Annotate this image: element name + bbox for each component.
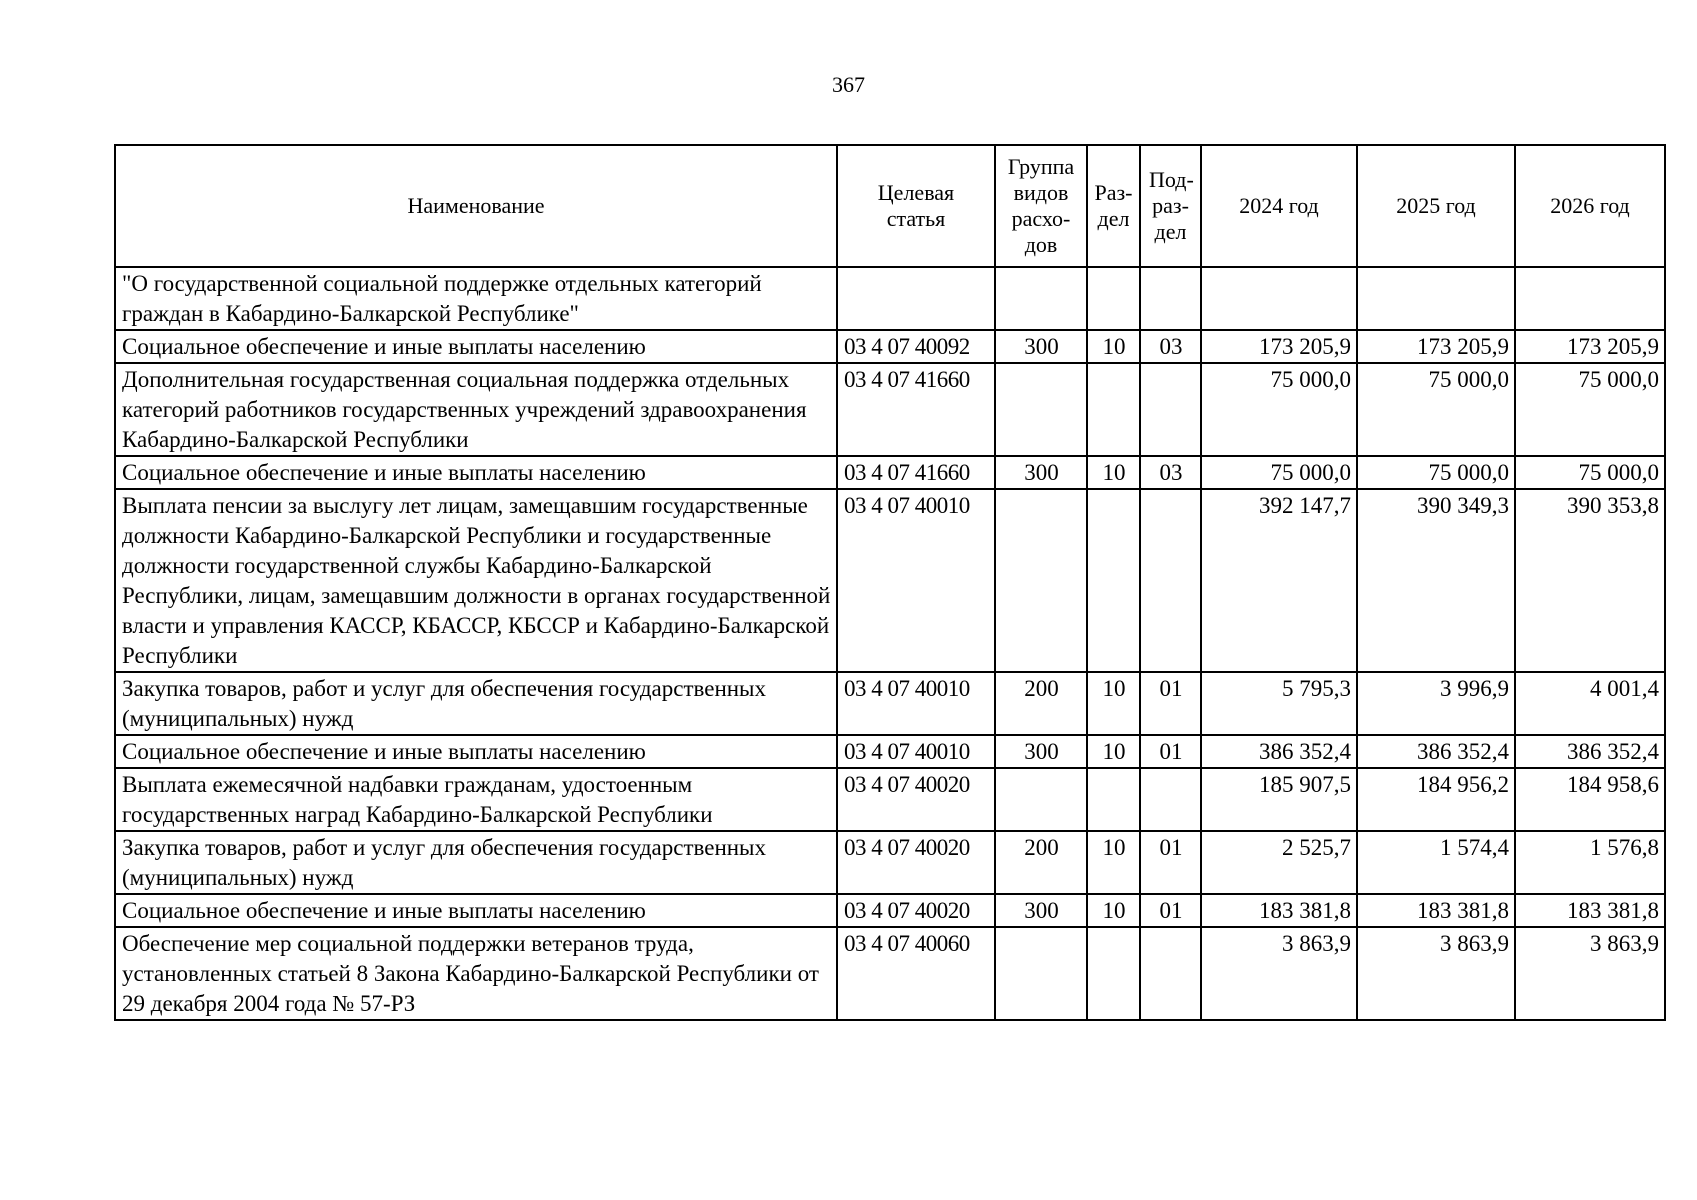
cell-expense-group: 200: [995, 831, 1087, 894]
header-2024: 2024 год: [1201, 145, 1357, 267]
cell-subsection: 03: [1140, 456, 1201, 489]
cell-2025: 184 956,2: [1357, 768, 1515, 831]
cell-2026: 386 352,4: [1515, 735, 1665, 768]
cell-section: 10: [1087, 456, 1140, 489]
cell-expense-group: [995, 927, 1087, 1020]
cell-section: 10: [1087, 330, 1140, 363]
cell-2024: 75 000,0: [1201, 456, 1357, 489]
cell-2025: 75 000,0: [1357, 363, 1515, 456]
cell-target-article: 03 4 07 40020: [837, 894, 995, 927]
cell-subsection: 03: [1140, 330, 1201, 363]
cell-2025: 183 381,8: [1357, 894, 1515, 927]
cell-name: Дополнительная государственная социальная поддержка отдельных категорий работников государственных учреждений здравоохранения Кабардино-Балкарской Республики: [115, 363, 837, 456]
cell-2026: 3 863,9: [1515, 927, 1665, 1020]
header-target: Целевая статья: [837, 145, 995, 267]
cell-2024: 3 863,9: [1201, 927, 1357, 1020]
cell-name: Социальное обеспечение и иные выплаты населению: [115, 330, 837, 363]
cell-subsection: [1140, 363, 1201, 456]
cell-2025: [1357, 267, 1515, 330]
cell-section: 10: [1087, 672, 1140, 735]
cell-target-article: 03 4 07 40010: [837, 489, 995, 672]
cell-2025: 1 574,4: [1357, 831, 1515, 894]
table-row: [115, 831, 1665, 894]
cell-expense-group: [995, 363, 1087, 456]
cell-name: Обеспечение мер социальной поддержки ветеранов труда, установленных статьей 8 Закона Кабардино-Балкарской Республики от 29 декабря 2004 года № 57-РЗ: [115, 927, 837, 1020]
cell-expense-group: 300: [995, 330, 1087, 363]
cell-2024: 183 381,8: [1201, 894, 1357, 927]
cell-2024: 2 525,7: [1201, 831, 1357, 894]
cell-subsection: 01: [1140, 672, 1201, 735]
cell-2026: 183 381,8: [1515, 894, 1665, 927]
cell-2024: 185 907,5: [1201, 768, 1357, 831]
cell-2026: 1 576,8: [1515, 831, 1665, 894]
cell-expense-group: 300: [995, 894, 1087, 927]
table-row: [115, 735, 1665, 768]
cell-section: [1087, 363, 1140, 456]
cell-2026: 390 353,8: [1515, 489, 1665, 672]
cell-subsection: 01: [1140, 894, 1201, 927]
cell-target-article: 03 4 07 41660: [837, 363, 995, 456]
cell-section: 10: [1087, 831, 1140, 894]
budget-table: [114, 144, 1666, 1021]
cell-name: Социальное обеспечение и иные выплаты населению: [115, 735, 837, 768]
table-row: [115, 672, 1665, 735]
cell-name: Социальное обеспечение и иные выплаты населению: [115, 894, 837, 927]
header-section: Раз-дел: [1087, 145, 1140, 267]
cell-subsection: [1140, 768, 1201, 831]
cell-name: Закупка товаров, работ и услуг для обеспечения государственных (муниципальных) нужд: [115, 831, 837, 894]
cell-subsection: [1140, 927, 1201, 1020]
cell-expense-group: [995, 267, 1087, 330]
cell-target-article: 03 4 07 40092: [837, 330, 995, 363]
cell-2024: 173 205,9: [1201, 330, 1357, 363]
cell-subsection: 01: [1140, 735, 1201, 768]
header-group: Группа видов расхо-дов: [995, 145, 1087, 267]
table-row: [115, 927, 1665, 1020]
cell-target-article: 03 4 07 40010: [837, 672, 995, 735]
table-row: [115, 267, 1665, 330]
cell-2024: 75 000,0: [1201, 363, 1357, 456]
cell-expense-group: 300: [995, 456, 1087, 489]
cell-name: Социальное обеспечение и иные выплаты населению: [115, 456, 837, 489]
cell-2026: 184 958,6: [1515, 768, 1665, 831]
cell-expense-group: 300: [995, 735, 1087, 768]
cell-subsection: [1140, 267, 1201, 330]
cell-target-article: 03 4 07 40060: [837, 927, 995, 1020]
cell-2026: 75 000,0: [1515, 363, 1665, 456]
page-number: 367: [832, 72, 865, 97]
table-row: [115, 456, 1665, 489]
cell-2024: 392 147,7: [1201, 489, 1357, 672]
cell-expense-group: [995, 489, 1087, 672]
header-subsection: Под-раз-дел: [1140, 145, 1201, 267]
cell-2026: 173 205,9: [1515, 330, 1665, 363]
cell-target-article: 03 4 07 40020: [837, 831, 995, 894]
header-2025: 2025 год: [1357, 145, 1515, 267]
table-row: [115, 363, 1665, 456]
header-2026: 2026 год: [1515, 145, 1665, 267]
cell-subsection: 01: [1140, 831, 1201, 894]
cell-2025: 390 349,3: [1357, 489, 1515, 672]
cell-name: "О государственной социальной поддержке отдельных категорий граждан в Кабардино-Балкарской Республике": [115, 267, 837, 330]
cell-expense-group: 200: [995, 672, 1087, 735]
cell-2025: 75 000,0: [1357, 456, 1515, 489]
cell-2026: [1515, 267, 1665, 330]
header-name: Наименование: [115, 145, 837, 267]
cell-2026: 4 001,4: [1515, 672, 1665, 735]
cell-name: Выплата пенсии за выслугу лет лицам, замещавшим государственные должности Кабардино-Балкарской Республики и государственные должности государственной службы Кабардино-Балкарской Республики, лицам, замещавшим должности в органах государственной власти и управления КАССР, КБАССР, КБССР и Кабардино-Балкарской Республики: [115, 489, 837, 672]
cell-target-article: 03 4 07 40020: [837, 768, 995, 831]
cell-target-article: 03 4 07 41660: [837, 456, 995, 489]
cell-expense-group: [995, 768, 1087, 831]
cell-2025: 173 205,9: [1357, 330, 1515, 363]
cell-2024: [1201, 267, 1357, 330]
cell-section: 10: [1087, 894, 1140, 927]
cell-2024: 386 352,4: [1201, 735, 1357, 768]
table-row: [115, 768, 1665, 831]
table-body: [115, 267, 1665, 1020]
cell-section: [1087, 489, 1140, 672]
cell-2026: 75 000,0: [1515, 456, 1665, 489]
cell-name: Выплата ежемесячной надбавки гражданам, удостоенным государственных наград Кабардино-Балкарской Республики: [115, 768, 837, 831]
cell-2025: 3 996,9: [1357, 672, 1515, 735]
cell-2025: 3 863,9: [1357, 927, 1515, 1020]
table-header-row: [115, 145, 1665, 267]
cell-2025: 386 352,4: [1357, 735, 1515, 768]
cell-section: [1087, 267, 1140, 330]
cell-section: [1087, 927, 1140, 1020]
table-row: [115, 489, 1665, 672]
cell-section: [1087, 768, 1140, 831]
cell-name: Закупка товаров, работ и услуг для обеспечения государственных (муниципальных) нужд: [115, 672, 837, 735]
cell-subsection: [1140, 489, 1201, 672]
cell-section: 10: [1087, 735, 1140, 768]
cell-target-article: 03 4 07 40010: [837, 735, 995, 768]
table-row: [115, 330, 1665, 363]
cell-2024: 5 795,3: [1201, 672, 1357, 735]
table-row: [115, 894, 1665, 927]
cell-target-article: [837, 267, 995, 330]
